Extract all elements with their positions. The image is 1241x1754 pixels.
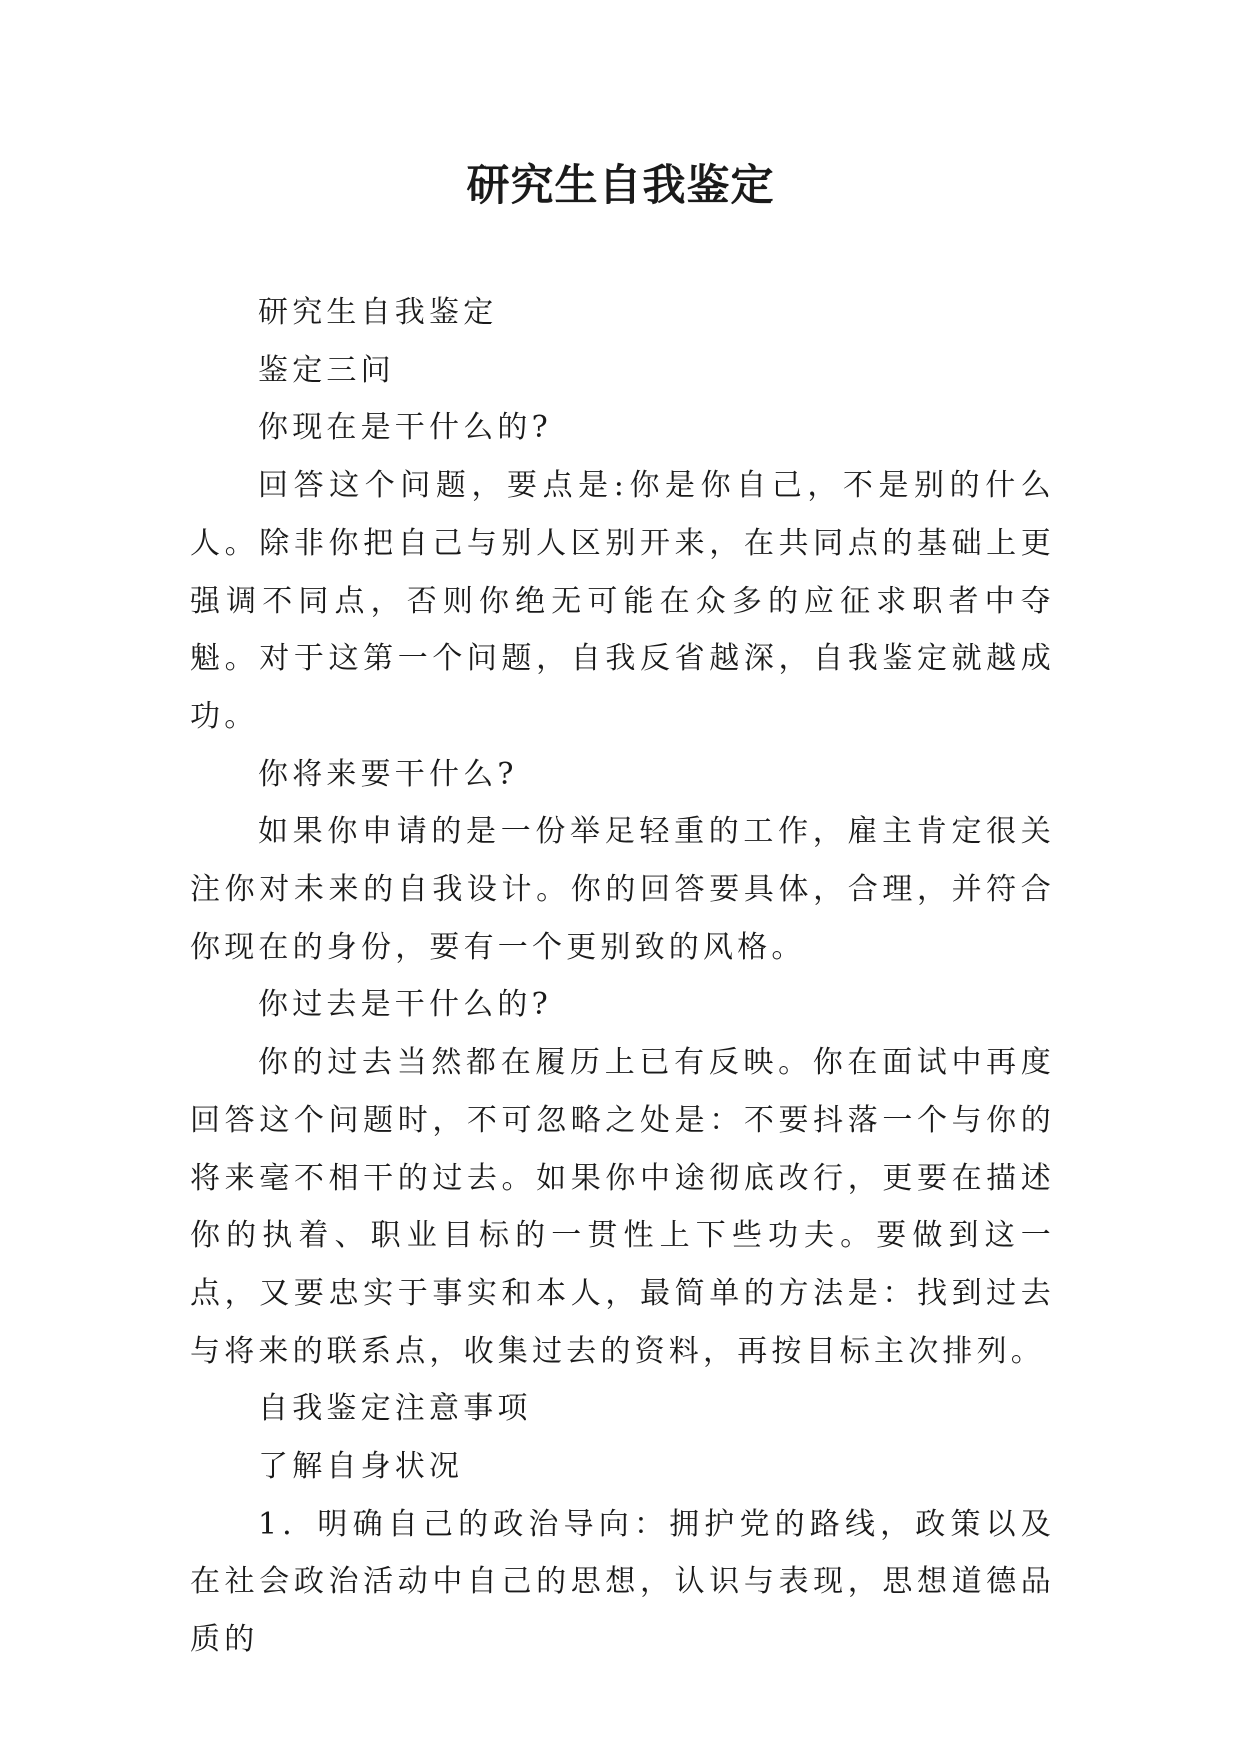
paragraph: 你现在是干什么的? bbox=[258, 410, 552, 446]
paragraph: 自我鉴定注意事项 bbox=[258, 1391, 532, 1427]
paragraph: 鉴定三问 bbox=[258, 352, 395, 388]
paragraph: 1．明确自己的政治导向：拥护党的路线，政策以及在社会政治活动中自己的思想，认识与表现，思想道德品质的 bbox=[190, 1506, 1055, 1658]
paragraph: 研究生自我鉴定 bbox=[258, 295, 498, 330]
paragraph: 你将来要干什么? bbox=[258, 756, 518, 792]
paragraph: 你过去是干什么的? bbox=[258, 987, 552, 1023]
document-body bbox=[190, 284, 1055, 1669]
document-title: 研究生自我鉴定 bbox=[466, 161, 775, 211]
paragraph: 了解自身状况 bbox=[258, 1449, 464, 1485]
paragraph: 你的过去当然都在履历上已有反映。你在面试中再度回答这个问题时，不可忽略之处是：不要抖落一个与你的将来毫不相干的过去。如果你中途彻底改行，更要在描述你的执着、职业目标的一贯性上下些功夫。要做到这一点，又要忠实于事实和本人，最简单的方法是：找到过去与将来的联系点，收集过去的资料，再按目标主次排列。 bbox=[190, 1045, 1055, 1369]
paragraph: 回答这个问题，要点是:你是你自己，不是别的什么人。除非你把自己与别人区别开来，在共同点的基础上更强调不同点，否则你绝无可能在众多的应征求职者中夺魁。对于这第一个问题，自我反省越深，自我鉴定就越成功。 bbox=[190, 468, 1055, 734]
paragraph: 如果你申请的是一份举足轻重的工作，雇主肯定很关注你对未来的自我设计。你的回答要具体，合理，并符合你现在的身份，要有一个更别致的风格。 bbox=[190, 814, 1055, 965]
